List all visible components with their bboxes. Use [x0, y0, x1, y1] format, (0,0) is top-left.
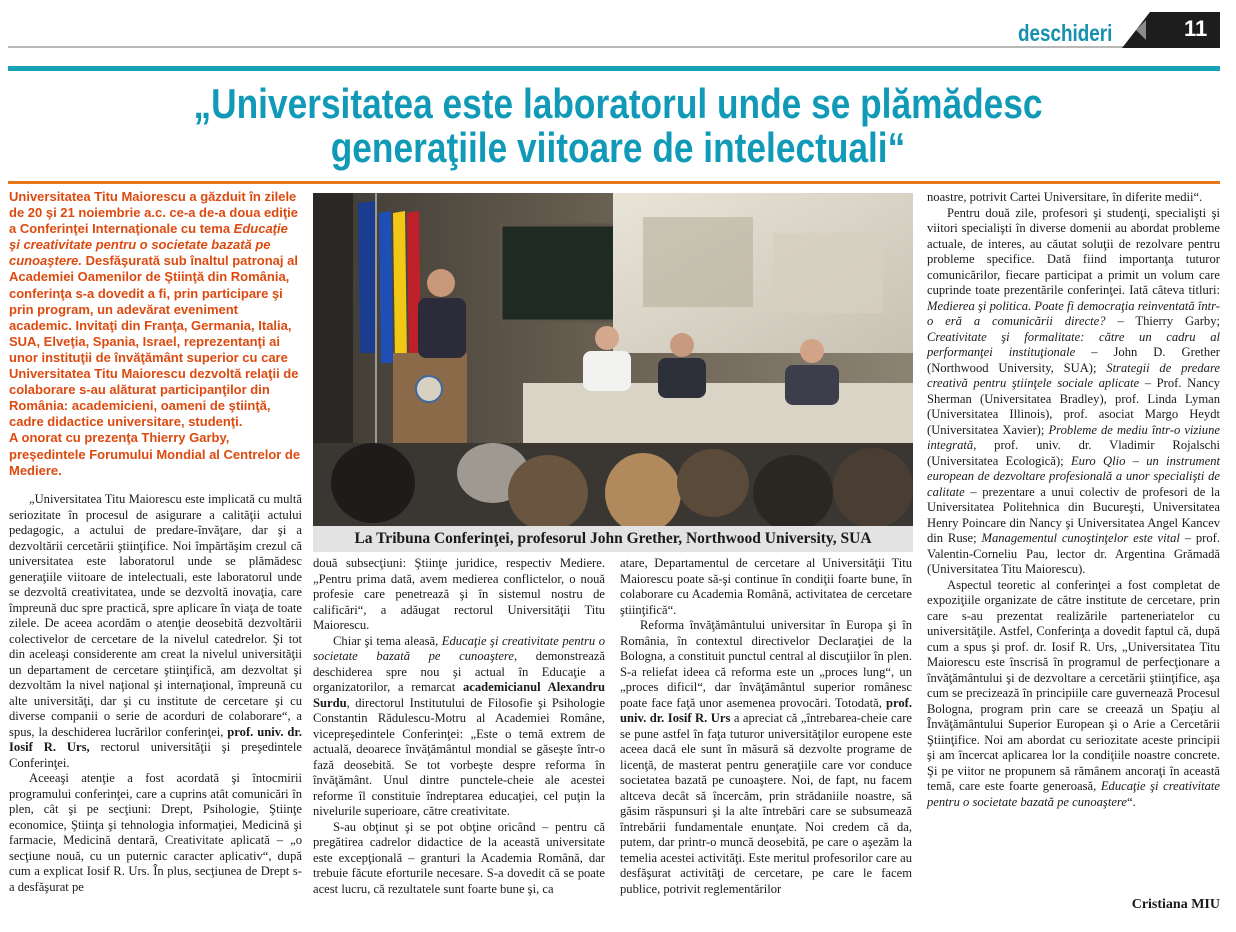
article-headline	[183, 82, 1053, 170]
col2-p2-theme: Educaţie şi creativitate pentru o societate bazată pe cunoaştere,	[313, 633, 606, 663]
body-column-3	[620, 556, 912, 897]
lead-text-2: Desfăşurată sub înaltul patronaj al Academiei Oamenilor de Ştiinţă din România, conferinţa s-a dovedit a fi, prin participare şi prin program, un adevărat eveniment academic. Invitaţi din Franţa, Germania, Italia, SUA, Elveţia, Spania, Israel, reprezentanţi ai unor instituţii de învăţământ superior cu care Universitatea Titu Maiorescu dezvoltă relaţii de colaborare s-au alăturat participanţilor din România: academicieni, oameni de ştiinţă, cadre didactice universitare, studenţi.	[9, 253, 299, 430]
col1-paragraph-2: Aceeaşi atenţie a fost acordată şi întocmirii programului conferinţei, care a cuprins atât comunicări în plen, cât şi pe secţiuni: Drept, Psihologie, Ştiinţe economice, Ştiinţa şi tehnologia informaţiei, Medicină şi farmacie, Medicină dentară, Creativitate aplicată – „o secţiune nouă, cu un puternic caracter aplicativ“, după cum a explicat Iosif R. Urs. În plus, secţiunea de Drept s-a desfăşurat pe	[9, 771, 302, 894]
col4-paragraph-3	[927, 578, 1220, 811]
photo-illustration	[313, 193, 913, 526]
conference-photo	[313, 193, 913, 526]
col3-p2-name: prof. univ. dr. Iosif R. Urs	[620, 695, 912, 725]
col1-p1-name: prof. univ. dr. Iosif R. Urs,	[9, 724, 302, 754]
col4-author-3: – Prof. Nancy Sherman (Universitatea Bradley), prof. Linda Lyman (Universitatea Illinois), prof. asociat Margo Heydt (Universitatea Xavier);	[927, 376, 1220, 437]
col4-paragraph-2	[927, 206, 1220, 578]
col1-paragraph-1	[9, 492, 302, 771]
col1-p1-text-2: rectorul universităţii şi preşedintele Conferinţei.	[9, 740, 302, 770]
col4-p2-text: Pentru două zile, profesori şi studenţi, specialişti şi viitori specialişti în diverse domenii au abordat probleme actuale, de interes, au căutat soluţii de rezolvare pentru probleme specifice. Dată fiind importanţa tuturor comunicărilor, fiecare participat a primit un volum care cuprinde toate prezentările conferinţei. Iată câteva titluri:	[927, 205, 1220, 297]
lead-theme: Educaţie şi creativitate pentru o societate bazată pe cunoaştere.	[9, 221, 288, 269]
col3-paragraph-1: atare, Departamentul de cercetare al Universităţii Titu Maiorescu poate să-şi continue în condiţii foarte bune, în colaborare cu Academia Română, activitatea de cercetare ştiinţifică“.	[620, 556, 912, 617]
article-lead	[9, 189, 302, 479]
col4-author-6: – prof. Valentin-Corneliu Pau, lector dr. Argentina Grămadă (Universitatea Titu Maiorescu).	[927, 531, 1221, 576]
col3-p2-text-2: a apreciat că „întrebarea-cheie care se pune astfel în faţa tuturor universităţilor europene este aceea dacă ele sunt în măsură să dezvolte programe de licenţă, de masterat pentru generaţiile care vor conduce societatea bazată pe cunoaştere. Noi, de fapt, nu facem altceva decât să încercăm, prin strădaniile noastre, să găsim răspunsuri şi la alte întrebări care se subsumează întrebării fundamentale enunţate. Noi credem că da, putem, dar printr-o muncă deosebită, pe care o aşezăm la temelia acestei activităţi. Este meritul profesorilor care au desfăşurat activităţi de cercetare, pe care le facem publice, potrivit reglementărilor	[620, 711, 912, 896]
col3-paragraph-2	[620, 618, 912, 897]
col4-title-1: Medierea şi politica. Poate fi democraţia reinventată într-o eră a comunicării directe?	[927, 298, 1220, 328]
col4-title-5: Euro Qlio – un instrument european de dezvoltare profesională a unor specialişti de calitate	[927, 453, 1221, 499]
article-byline: Cristiana MIU	[1131, 897, 1220, 912]
col2-paragraph-2	[313, 634, 605, 820]
col3-p2-text: Reforma învăţământului universitar în Europa şi în România, în contextul directivelor Declaraţiei de la Bologna, a constituit punctul central al discuţiilor în plen. S-a reliefat ideea că reforma este un „proces lung“, un „proces dificil“, dar învăţământul superior românesc poate face faţă unor asemenea provocări. Totodată,	[620, 618, 912, 710]
col4-p3-text: Aspectul teoretic al conferinţei a fost completat de expoziţiile organizate de către institute de cercetare, prin care s-au prezentat realizările parteneriatelor cu universităţile. Astfel, Conferinţa a dovedit faptul că, după cum a spus şi prof. dr. Iosif R. Urs, „Universitatea Titu Maiorescu este înscrisă în programul de perfecţionare a învăţământului şi de dezvoltare a cercetării ştiinţifice, aşa cum se precizează în principiile care guvernează Procesul Bologna, program prin care se creează un Spaţiu al Învăţământului Superior European şi o Arie a Cercetării Ştiinţifice. Noi am abordat cu seriozitate aceste principii şi am încercat aplicarea lor la condiţiile noastre concrete. Şi pe viitor ne propunem să rămânem ancoraţi în această temă, care este foarte generoasă,	[927, 577, 1220, 793]
col1-p1-text: „Universitatea Titu Maiorescu este implicată cu multă seriozitate în procesul de asigurare a calităţii actului pedagogic, a actului de predare-învăţare, dar şi a dezvoltării cercetării ştiinţifice. Noi împărtăşim crezul că universitatea este laboratorul unde se plămădesc generaţiile viitoare de intelectuali, este laboratorul unde se dezvoltă creativitatea, unde se dezvoltă inovaţia, care împreună duc spre practică, spre aplicare în viaţa de toate zilele. De aceea acordăm o atenţie deosebită dezvoltării colectivelor de cercetare de la nivelul catedrelor. Şi tot din aceleaşi considerente am creat la nivelul universităţii un departament de cercetare ştiinţifică, am dezvoltat şi dezvoltăm la nivel naţional şi internaţional, împreună cu alte universităţi, dar şi cu institute de cercetare şi cu diverse companii o serie de acorduri de colaborare“, a spus, la deschiderea lucrărilor conferinţei,	[9, 492, 302, 739]
col4-title-3: Strategii de predare creativă pentru ştiinţele sociale aplicate	[927, 360, 1221, 390]
col4-title-2: Creativitate şi formalitate: către un cadru al performanţei instituţionale	[927, 329, 1220, 359]
col2-p2-text: Chiar şi tema aleasă,	[333, 633, 442, 648]
body-column-2	[313, 556, 605, 897]
col2-p2-text-2: demonstrează deschiderea spre nou şi actual în Educaţie a organizatorilor, a remarcat	[313, 649, 605, 694]
orange-divider	[8, 181, 1220, 184]
col2-paragraph-3: S-au obţinut şi se pot obţine oricând – pentru că pregătirea cadrelor didactice de la această universitate este excepţională – granturi la Academia Română, dar trebuie făcute eforturile necesare. S-a dovedit că se poate acest lucru, că rezultatele sunt foarte bune şi, ca	[313, 819, 605, 896]
col4-author-4: , prof. univ. dr. Vladimir Rojalschi (Universitatea Ecologică);	[927, 438, 1220, 468]
col4-p3-theme: Educaţie şi creativitate pentru o societate bazată pe cunoaştere	[927, 779, 1220, 809]
photo-caption: La Tribuna Conferinţei, profesorul John Grether, Northwood University, SUA	[313, 526, 913, 552]
page-number: 11	[1184, 16, 1208, 41]
col4-paragraph-1: noastre, potrivit Cartei Universitare, în diferite medii“.	[927, 190, 1203, 204]
page-number-tab	[1122, 12, 1220, 48]
col2-p2-text-3: , directorul Institutului de Filosofie şi Psihologie Constantin Rădulescu-Motru al Academiei Române, vicepreşedintele Conferinţei: „Este o temă extrem de actuală, deoarece învăţământul mondial se găseşte într-o fază deosebită. Se tot vorbeşte despre reforma în învăţământ. Unul dintre punctele-cheie ale acestei reforme îl constituie îndreptarea educaţiei, cel puţin la nivelurile superioare, către creativitate.	[313, 695, 605, 818]
col2-p2-name: academicianul Alexandru Surdu	[313, 680, 605, 710]
header-rule	[8, 46, 1168, 48]
col2-paragraph-1: două subsecţiuni: Ştiinţe juridice, respectiv Mediere. „Pentru prima dată, avem medierea conflictelor, o nouă profesie care penetrează şi în sistemul nostru de calificări“, a adăugat rectorul Universităţii Titu Maiorescu.	[313, 556, 605, 632]
col4-author-5: – prezentare a unui colectiv de profesori de la Universitatea Politehnica din Bucureşti, Universitatea Henry Poincare din Nancy şi Universitatea Angel Kancev din Ruse;	[927, 484, 1220, 545]
lead-text-1: Universitatea Titu Maiorescu a găzduit în zilele de 20 şi 21 noiembrie a.c. ce-a de-a doua ediţie a Conferinţei Internaţionale cu tema	[9, 189, 299, 237]
body-column-4	[927, 190, 1220, 810]
teal-divider	[8, 66, 1220, 71]
section-label: deschideri	[1018, 20, 1113, 46]
body-column-1	[9, 492, 302, 895]
col4-title-4: Probleme de mediu într-o viziune integrată	[927, 422, 1220, 452]
headline-line-2: generaţiile viitoare de intelectuali“	[330, 124, 906, 171]
col4-author-1: – Thierry Garby;	[1105, 314, 1221, 328]
headline-line-1: „Universitatea este laboratorul unde se plămădesc	[193, 80, 1043, 127]
col4-author-2: – John D. Grether (Northwood University, SUA);	[927, 345, 1220, 375]
col4-p3-text-2: “.	[1126, 794, 1136, 809]
col4-title-6: Managementul cunoştinţelor este vital	[981, 531, 1180, 545]
lead-text-3: A onorat cu prezenţa Thierry Garby, preşedintele Forumului Mondial al Centrelor de Mediere.	[9, 430, 301, 478]
